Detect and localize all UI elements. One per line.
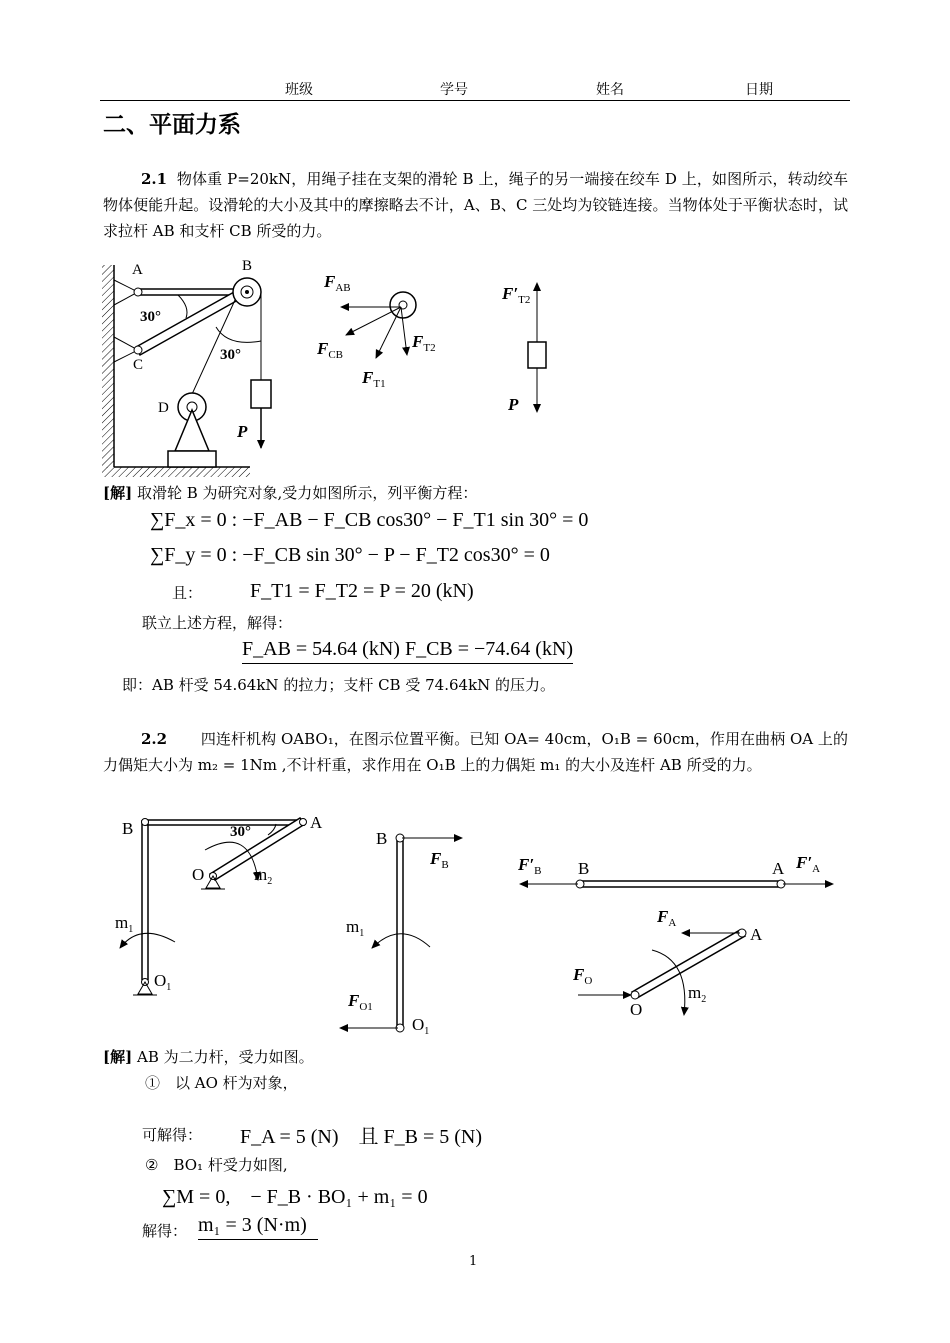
problem-2-1-figure [100,255,570,480]
m2-label-left: $m_2$ [254,865,273,887]
equation-moment: ∑M = 0, − F_B · BO₁ + m₁ = 0 [162,1186,428,1208]
label-b-left: B [122,819,134,838]
label-b-middle: B [376,829,388,848]
label-b: B [242,258,253,274]
solution-2-2-intro: [解] AB 为二力杆，受力如图。 [103,1048,314,1066]
label-o-crank: O [630,1000,643,1019]
label-d: D [158,400,169,416]
equation-sum-fx: ∑F_x = 0 : −F_AB − F_CB cos30° − F_T1 sin 30° = 0 [150,509,589,531]
m1-label-middle: $m_1$ [346,917,365,939]
force-p-label: P [237,422,248,441]
f-a-label: $F_A$ [657,907,677,929]
result-forces: F_AB = 54.64 (kN) F_CB = −74.64 (kN) [242,638,573,664]
f-cb-label: $F_{CB}$ [317,339,344,361]
solution-tag: [解] [103,484,133,502]
f-ab-label: $F_{AB}$ [324,272,351,294]
problem-number: 2.1 [141,170,168,188]
f-t2-label: $F_{T2}$ [412,332,436,354]
f-a-prime-label: $F'_A$ [796,853,821,875]
f-b-label: $F_B$ [430,849,449,871]
step-1: ① 以 AO 杆为对象， [145,1074,298,1092]
label-c: C [133,357,144,373]
label-o1-left: $O_1$ [154,971,172,993]
page-number: 1 [469,1254,478,1269]
step-2: ② BO₁ 杆受力如图, [145,1156,288,1174]
header-class-label: 班级 [285,82,313,98]
and-label: 且： [172,584,203,602]
label-a-left: A [310,813,323,832]
f-t1-label: $F_{T1}$ [362,368,386,390]
label-a-crank: A [750,925,763,944]
problem-text: 四连杆机构 OABO₁，在图示位置平衡。已知 OA= 40cm，O₁B = 60cm，作用在曲柄 OA 上的力偶矩大小为 m₂ = 1Nm ,不计杆重，求作用在 O₁B 上的力偶矩 m₁ 的大小及连杆 AB 所受的力。 [103,730,848,774]
header-student-id-label: 学号 [440,82,468,98]
solve-label: 联立上述方程，解得： [142,614,293,632]
solve-label-2-2b: 解得： [142,1222,188,1240]
problem-number: 2.2 [141,730,168,748]
header-date-label: 日期 [745,82,773,98]
label-o1-middle: $O_1$ [412,1015,430,1037]
f-o1-label: $F_{O1}$ [348,991,373,1013]
problem-2-2-statement [103,726,848,778]
label-o-left: O [192,865,205,884]
solution-2-1-intro: [解] 取滑轮 B 为研究对象,受力如图所示，列平衡方程： [103,484,478,502]
equation-tension: F_T1 = F_T2 = P = 20 (kN) [250,580,474,602]
label-a: A [132,262,143,278]
label-b-right: B [578,859,590,878]
solve-label-2-2: 可解得： [142,1126,203,1144]
f-o-label: $F_O$ [573,965,593,987]
angle-30-label: 30° [230,824,251,840]
header-rule [100,100,850,101]
equation-sum-fy: ∑F_y = 0 : −F_CB sin 30° − P − F_T2 cos30° = 0 [150,544,550,566]
equation-fa-fb: F_A = 5 (N) 且 F_B = 5 (N) [240,1126,483,1148]
problem-text: 物体重 P=20kN，用绳子挂在支架的滑轮 B 上，绳子的另一端接在绞车 D 上，如图所示，转动绞车物体便能升起。设滑轮的大小及其中的摩擦略去不计，A、B、C 三处均为铰链连接。当物体处于平衡状态时，试求拉杆 AB 和支杆 CB 所受的力。 [103,170,848,240]
m2-label-right: $m_2$ [688,983,707,1005]
problem-2-2-figure [100,810,840,1045]
result-m1: m₁ = 3 (N·m) [198,1214,318,1240]
solution-tag: [解] [103,1048,133,1066]
angle-label-1: 30° [140,309,161,325]
header-name-label: 姓名 [596,82,624,98]
problem-2-1-statement [103,166,848,244]
section-title: 二、平面力系 [103,112,241,138]
conclusion-2-1: 即：AB 杆受 54.64kN 的拉力；支杆 CB 受 74.64kN 的压力。 [122,676,556,694]
f-b-prime-label: $F'_B$ [518,855,542,877]
m1-label-left: $m_1$ [115,913,134,935]
weight-p-label: P [508,395,519,414]
label-a-right: A [772,859,785,878]
f-t2-prime-label: $F'_{T2}$ [502,284,531,306]
angle-label-2: 30° [220,347,241,363]
